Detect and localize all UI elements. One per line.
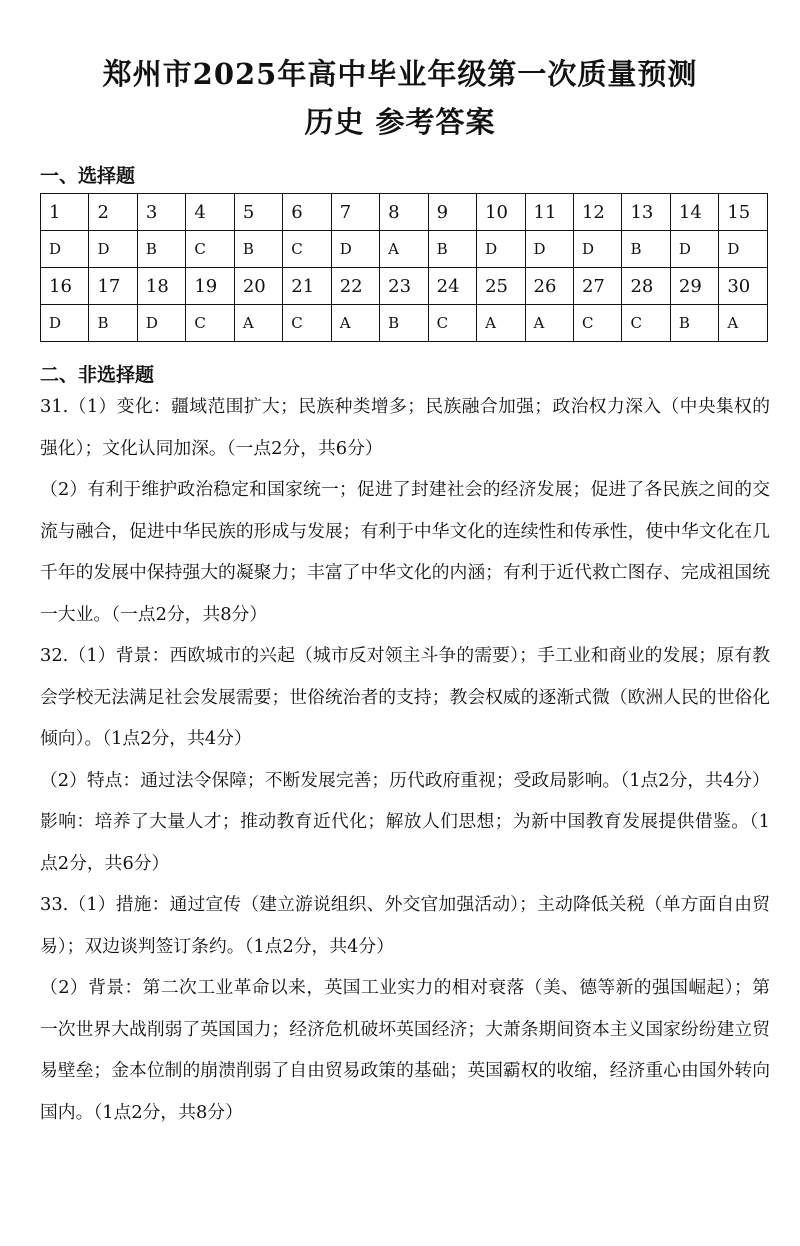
question-number-row (41, 194, 768, 231)
question-number-cell: 15 (719, 194, 768, 231)
answer-cell: B (670, 305, 718, 342)
answer-cell: D (137, 305, 185, 342)
question-number-cell: 6 (283, 194, 331, 231)
answer-paragraph: （2）特点：通过法令保障；不断发展完善；历代政府重视；受政局影响。（1点2分，共4分） (40, 769, 770, 791)
question-number-cell: 19 (186, 268, 234, 305)
answer-cell: C (428, 305, 476, 342)
section-heading-multiple-choice: 一、选择题 (40, 165, 136, 187)
question-number-cell: 25 (477, 268, 525, 305)
answer-paragraph: 31.（1）变化：疆域范围扩大；民族种类增多；民族融合加强；政治权力深入（中央集权的强化）；文化认同加深。（一点2分，共6分） (40, 396, 770, 459)
question-number-cell: 21 (283, 268, 331, 305)
answer-cell: D (89, 231, 137, 268)
answer-row (41, 231, 768, 268)
question-number-cell: 24 (428, 268, 476, 305)
question-number-cell: 14 (670, 194, 718, 231)
answer-cell: B (380, 305, 428, 342)
section-heading-non-choice: 二、非选择题 (40, 364, 155, 386)
answer-cell: B (428, 231, 476, 268)
answer-body (40, 386, 770, 1133)
answer-cell: B (137, 231, 185, 268)
question-number-row (41, 268, 768, 305)
answer-row (41, 305, 768, 342)
answer-paragraph: 32.（1）背景：西欧城市的兴起（城市反对领主斗争的需要）；手工业和商业的发展；原有教会学校无法满足社会发展需要；世俗统治者的支持；教会权威的逐渐式微（欧洲人民的世俗化倾向）。（1点2分，共4分） (40, 645, 770, 749)
question-number-cell: 8 (380, 194, 428, 231)
question-number-cell: 22 (331, 268, 379, 305)
question-number-cell: 17 (89, 268, 137, 305)
question-number-cell: 5 (234, 194, 282, 231)
question-number-cell: 16 (41, 268, 89, 305)
answer-cell: D (719, 231, 768, 268)
question-number-cell: 9 (428, 194, 476, 231)
question-number-cell: 13 (622, 194, 670, 231)
answer-paragraph: 33.（1）措施：通过宣传（建立游说组织、外交官加强活动）；主动降低关税（单方面自由贸易）；双边谈判签订条约。（1点2分，共4分） (40, 894, 770, 957)
answer-cell: D (573, 231, 621, 268)
answer-cell: A (331, 305, 379, 342)
question-number-cell: 3 (137, 194, 185, 231)
answer-cell: D (41, 305, 89, 342)
question-number-cell: 20 (234, 268, 282, 305)
question-number-cell: 23 (380, 268, 428, 305)
answer-cell: A (719, 305, 768, 342)
question-number-cell: 29 (670, 268, 718, 305)
answer-table (40, 193, 768, 342)
answer-cell: D (477, 231, 525, 268)
answer-cell: A (477, 305, 525, 342)
answer-paragraph: （2）背景：第二次工业革命以来，英国工业实力的相对衰落（美、德等新的强国崛起）；第一次世界大战削弱了英国国力；经济危机破坏英国经济；大萧条期间资本主义国家纷纷建立贸易壁垒；金本位制的崩溃削弱了自由贸易政策的基础；英国霸权的收缩，经济重心由国外转向国内。（1点2分，共8分） (40, 977, 770, 1123)
question-number-cell: 30 (719, 268, 768, 305)
answer-cell: C (186, 231, 234, 268)
answer-cell: A (234, 305, 282, 342)
answer-paragraph: （2）有利于维护政治稳定和国家统一；促进了封建社会的经济发展；促进了各民族之间的交流与融合，促进中华民族的形成与发展；有利于中华文化的连续性和传承性，使中华文化在几千年的发展中保持强大的凝聚力；丰富了中华文化的内涵；有利于近代救亡图存、完成祖国统一大业。（一点2分，共8分） (40, 479, 770, 625)
answer-cell: C (283, 231, 331, 268)
answer-cell: B (622, 231, 670, 268)
answer-paragraph: 影响：培养了大量人才；推动教育近代化；解放人们思想；为新中国教育发展提供借鉴。（1点2分，共6分） (40, 811, 770, 874)
answer-cell: A (380, 231, 428, 268)
question-number-cell: 10 (477, 194, 525, 231)
answer-cell: C (283, 305, 331, 342)
question-number-cell: 1 (41, 194, 89, 231)
question-number-cell: 2 (89, 194, 137, 231)
question-number-cell: 27 (573, 268, 621, 305)
question-number-cell: 18 (137, 268, 185, 305)
answer-cell: C (622, 305, 670, 342)
question-number-cell: 11 (525, 194, 573, 231)
question-number-cell: 12 (573, 194, 621, 231)
question-number-cell: 28 (622, 268, 670, 305)
page-title: 郑州市2025年高中毕业年级第一次质量预测 (102, 57, 698, 91)
answer-cell: A (525, 305, 573, 342)
answer-cell: B (89, 305, 137, 342)
question-number-cell: 7 (331, 194, 379, 231)
answer-cell: D (525, 231, 573, 268)
answer-cell: B (234, 231, 282, 268)
answer-cell: D (41, 231, 89, 268)
page-subtitle: 历史 参考答案 (304, 105, 496, 139)
question-number-cell: 26 (525, 268, 573, 305)
question-number-cell: 4 (186, 194, 234, 231)
answer-cell: D (331, 231, 379, 268)
answer-cell: C (573, 305, 621, 342)
answer-cell: D (670, 231, 718, 268)
answer-cell: C (186, 305, 234, 342)
